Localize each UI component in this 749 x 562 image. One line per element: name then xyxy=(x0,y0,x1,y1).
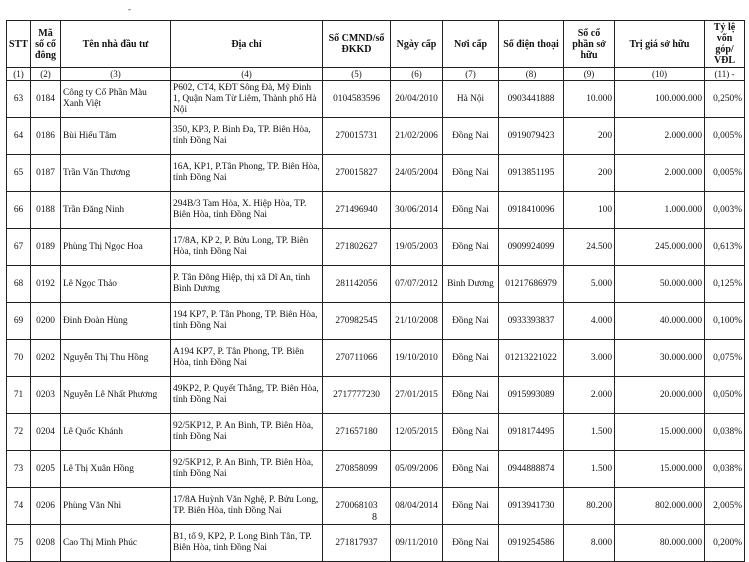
row-shares: 2.000 xyxy=(564,377,615,414)
index-cell: (6) xyxy=(391,68,443,81)
row-phone: 01213221022 xyxy=(499,340,564,377)
table-row xyxy=(7,414,745,451)
row-issue-place: Đồng Nai xyxy=(443,525,499,562)
row-code: 0184 xyxy=(31,81,61,118)
row-id-number: 271496940 xyxy=(323,192,391,229)
index-cell: (7) xyxy=(443,68,499,81)
row-value: 802.000.000 xyxy=(615,488,705,525)
table-row xyxy=(7,451,745,488)
row-name: Bùi Hiếu Tâm xyxy=(61,118,171,155)
row-address: 294B/3 Tam Hòa, X. Hiệp Hòa, TP. Biên Hòa, tỉnh Đồng Nai xyxy=(171,192,323,229)
index-cell: (4) xyxy=(171,68,323,81)
row-stt: 63 xyxy=(7,81,31,118)
stray-mark: - xyxy=(128,4,131,14)
row-stt: 67 xyxy=(7,229,31,266)
header-id: Số CMND/số ĐKKD xyxy=(323,21,391,68)
row-phone: 0913851195 xyxy=(499,155,564,192)
row-name: Phùng Thị Ngọc Hoa xyxy=(61,229,171,266)
row-value: 20.000.000 xyxy=(615,377,705,414)
row-shares: 1.500 xyxy=(564,414,615,451)
row-issue-place: Đồng Nai xyxy=(443,155,499,192)
row-issue-date: 12/05/2015 xyxy=(391,414,443,451)
row-value: 80.000.000 xyxy=(615,525,705,562)
table-row xyxy=(7,118,745,155)
row-phone: 0919079423 xyxy=(499,118,564,155)
row-issue-date: 05/09/2006 xyxy=(391,451,443,488)
index-cell: (8) xyxy=(499,68,564,81)
row-ratio: 0,050% xyxy=(705,377,745,414)
row-code: 0192 xyxy=(31,266,61,303)
row-id-number: 271817937 xyxy=(323,525,391,562)
row-name: Nguyễn Thị Thu Hồng xyxy=(61,340,171,377)
row-issue-place: Đồng Nai xyxy=(443,229,499,266)
row-issue-date: 27/01/2015 xyxy=(391,377,443,414)
table-row xyxy=(7,81,745,118)
row-value: 2.000.000 xyxy=(615,118,705,155)
row-issue-place: Đồng Nai xyxy=(443,340,499,377)
index-cell: (11) - xyxy=(705,68,745,81)
row-ratio: 2,005% xyxy=(705,488,745,525)
header-ratio: Tỷ lệ vốn góp/ VĐL xyxy=(705,21,745,68)
row-code: 0186 xyxy=(31,118,61,155)
row-id-number: 270068103 xyxy=(323,488,391,525)
row-issue-place: Hà Nội xyxy=(443,81,499,118)
row-name: Trần Đăng Ninh xyxy=(61,192,171,229)
row-address: 17/8A, KP 2, P. Bửu Long, TP. Biên Hòa, tỉnh Đồng Nai xyxy=(171,229,323,266)
header-phone: Số điện thoại xyxy=(499,21,564,68)
row-name: Phùng Văn Nhì xyxy=(61,488,171,525)
index-row xyxy=(7,68,745,81)
index-cell: (1) xyxy=(7,68,31,81)
row-phone: 0913941730 xyxy=(499,488,564,525)
row-id-number: 271802627 xyxy=(323,229,391,266)
row-name: Công ty Cổ Phần Màu Xanh Việt xyxy=(61,81,171,118)
row-address: 16A, KP1, P.Tân Phong, TP. Biên Hòa, tỉnh Đồng Nai xyxy=(171,155,323,192)
row-phone: 0919254586 xyxy=(499,525,564,562)
row-name: Lê Ngọc Thảo xyxy=(61,266,171,303)
table-row xyxy=(7,525,745,562)
row-shares: 100 xyxy=(564,192,615,229)
row-stt: 64 xyxy=(7,118,31,155)
table-row xyxy=(7,192,745,229)
header-value: Trị giá sở hữu xyxy=(615,21,705,68)
row-ratio: 0,100% xyxy=(705,303,745,340)
index-cell: (10) xyxy=(615,68,705,81)
row-stt: 69 xyxy=(7,303,31,340)
row-phone: 0909924099 xyxy=(499,229,564,266)
row-issue-date: 07/07/2012 xyxy=(391,266,443,303)
table-row xyxy=(7,229,745,266)
row-value: 50.000.000 xyxy=(615,266,705,303)
row-shares: 200 xyxy=(564,118,615,155)
row-value: 2.000.000 xyxy=(615,155,705,192)
header-shares: Số cổ phần sở hữu xyxy=(564,21,615,68)
table-row xyxy=(7,340,745,377)
row-code: 0188 xyxy=(31,192,61,229)
table-body xyxy=(7,81,745,562)
row-address: 49KP2, P. Quyết Thắng, TP. Biên Hòa, tỉnh Đồng Nai xyxy=(171,377,323,414)
header-code: Mã số cổ đông xyxy=(31,21,61,68)
index-cell: (2) xyxy=(31,68,61,81)
row-stt: 75 xyxy=(7,525,31,562)
row-code: 0202 xyxy=(31,340,61,377)
row-address: 92/5KP12, P. An Bình, TP. Biên Hòa, tỉnh Đồng Nai xyxy=(171,451,323,488)
row-id-number: 2717777230 xyxy=(323,377,391,414)
row-issue-place: Đồng Nai xyxy=(443,192,499,229)
row-value: 15.000.000 xyxy=(615,414,705,451)
row-stt: 70 xyxy=(7,340,31,377)
row-code: 0208 xyxy=(31,525,61,562)
row-name: Cao Thị Minh Phúc xyxy=(61,525,171,562)
row-ratio: 0,613% xyxy=(705,229,745,266)
row-address: P602, CT4, KĐT Sông Đà, Mỹ Đình 1, Quận Nam Từ Liêm, Thành phố Hà Nội xyxy=(171,81,323,118)
row-name: Nguyễn Lê Nhất Phương xyxy=(61,377,171,414)
row-shares: 4.000 xyxy=(564,303,615,340)
row-ratio: 0,038% xyxy=(705,414,745,451)
row-shares: 3.000 xyxy=(564,340,615,377)
row-shares: 8.000 xyxy=(564,525,615,562)
row-issue-date: 30/06/2014 xyxy=(391,192,443,229)
row-name: Đinh Đoàn Hùng xyxy=(61,303,171,340)
row-value: 100.000.000 xyxy=(615,81,705,118)
row-address: 17/8A Huỳnh Văn Nghệ, P. Bửu Long, TP. Biên Hòa, tỉnh Đồng Nai xyxy=(171,488,323,525)
row-address: 92/5KP12, P. An Bình, TP. Biên Hòa, tỉnh Đồng Nai xyxy=(171,414,323,451)
row-code: 0189 xyxy=(31,229,61,266)
index-cell: (9) xyxy=(564,68,615,81)
row-shares: 200 xyxy=(564,155,615,192)
row-phone: 0918410096 xyxy=(499,192,564,229)
row-phone: 0903441888 xyxy=(499,81,564,118)
header-place: Nơi cấp xyxy=(443,21,499,68)
table-row xyxy=(7,303,745,340)
row-shares: 10.000 xyxy=(564,81,615,118)
row-ratio: 0,125% xyxy=(705,266,745,303)
row-ratio: 0,075% xyxy=(705,340,745,377)
row-name: Lê Thị Xuân Hồng xyxy=(61,451,171,488)
row-phone: 0933393837 xyxy=(499,303,564,340)
row-ratio: 0,005% xyxy=(705,118,745,155)
header-stt: STT xyxy=(7,21,31,68)
row-stt: 74 xyxy=(7,488,31,525)
row-ratio: 0,038% xyxy=(705,451,745,488)
header-name: Tên nhà đầu tư xyxy=(61,21,171,68)
row-ratio: 0,200% xyxy=(705,525,745,562)
row-stt: 72 xyxy=(7,414,31,451)
row-issue-date: 20/04/2010 xyxy=(391,81,443,118)
row-id-number: 270982545 xyxy=(323,303,391,340)
row-stt: 65 xyxy=(7,155,31,192)
row-shares: 24.500 xyxy=(564,229,615,266)
row-issue-date: 09/11/2010 xyxy=(391,525,443,562)
row-code: 0206 xyxy=(31,488,61,525)
row-address: P. Tân Đông Hiệp, thị xã Dĩ An, tỉnh Bình Dương xyxy=(171,266,323,303)
row-id-number: 271657180 xyxy=(323,414,391,451)
row-phone: 0918174495 xyxy=(499,414,564,451)
row-issue-place: Đồng Nai xyxy=(443,118,499,155)
row-issue-date: 08/04/2014 xyxy=(391,488,443,525)
row-code: 0204 xyxy=(31,414,61,451)
row-phone: 0915993089 xyxy=(499,377,564,414)
table-row xyxy=(7,155,745,192)
row-value: 15.000.000 xyxy=(615,451,705,488)
row-ratio: 0,250% xyxy=(705,81,745,118)
row-phone: 0944888874 xyxy=(499,451,564,488)
row-value: 245.000.000 xyxy=(615,229,705,266)
row-issue-date: 21/10/2008 xyxy=(391,303,443,340)
row-issue-date: 19/10/2010 xyxy=(391,340,443,377)
row-name: Lê Quốc Khánh xyxy=(61,414,171,451)
row-code: 0205 xyxy=(31,451,61,488)
row-code: 0200 xyxy=(31,303,61,340)
row-ratio: 0,003% xyxy=(705,192,745,229)
row-ratio: 0,005% xyxy=(705,155,745,192)
row-stt: 66 xyxy=(7,192,31,229)
table-row xyxy=(7,266,745,303)
row-id-number: 270858099 xyxy=(323,451,391,488)
row-address: A194 KP7, P. Tân Phong, TP. Biên Hòa, tỉnh Đồng Nai xyxy=(171,340,323,377)
row-issue-date: 24/05/2004 xyxy=(391,155,443,192)
row-issue-place: Đồng Nai xyxy=(443,488,499,525)
page-number: 8 xyxy=(372,512,377,523)
header-address: Địa chỉ xyxy=(171,21,323,68)
row-id-number: 270711066 xyxy=(323,340,391,377)
row-code: 0187 xyxy=(31,155,61,192)
row-issue-place: Đồng Nai xyxy=(443,303,499,340)
row-stt: 73 xyxy=(7,451,31,488)
row-stt: 68 xyxy=(7,266,31,303)
header-date: Ngày cấp xyxy=(391,21,443,68)
row-address: 194 KP7, P. Tân Phong, TP. Biên Hòa, tỉnh Đồng Nai xyxy=(171,303,323,340)
shareholder-table xyxy=(6,20,745,562)
row-value: 40.000.000 xyxy=(615,303,705,340)
row-shares: 5.000 xyxy=(564,266,615,303)
row-issue-date: 19/05/2003 xyxy=(391,229,443,266)
row-shares: 80.200 xyxy=(564,488,615,525)
row-phone: 01217686979 xyxy=(499,266,564,303)
header-row xyxy=(7,21,745,68)
row-value: 1.000.000 xyxy=(615,192,705,229)
index-cell: (3) xyxy=(61,68,171,81)
row-id-number: 0104583596 xyxy=(323,81,391,118)
row-address: B1, tổ 9, KP2, P. Long Bình Tân, TP. Biên Hòa, tỉnh Đồng Nai xyxy=(171,525,323,562)
row-id-number: 270015731 xyxy=(323,118,391,155)
row-address: 350, KP3, P. Bình Đa, TP. Biên Hòa, tỉnh Đồng Nai xyxy=(171,118,323,155)
row-stt: 71 xyxy=(7,377,31,414)
row-id-number: 270015827 xyxy=(323,155,391,192)
row-shares: 1.500 xyxy=(564,451,615,488)
row-id-number: 281142056 xyxy=(323,266,391,303)
row-issue-place: Đồng Nai xyxy=(443,414,499,451)
row-code: 0203 xyxy=(31,377,61,414)
row-issue-date: 21/02/2006 xyxy=(391,118,443,155)
row-value: 30.000.000 xyxy=(615,340,705,377)
row-issue-place: Đồng Nai xyxy=(443,377,499,414)
row-issue-place: Bình Dương xyxy=(443,266,499,303)
table-row xyxy=(7,377,745,414)
row-name: Trần Văn Thương xyxy=(61,155,171,192)
index-cell: (5) xyxy=(323,68,391,81)
row-issue-place: Đồng Nai xyxy=(443,451,499,488)
